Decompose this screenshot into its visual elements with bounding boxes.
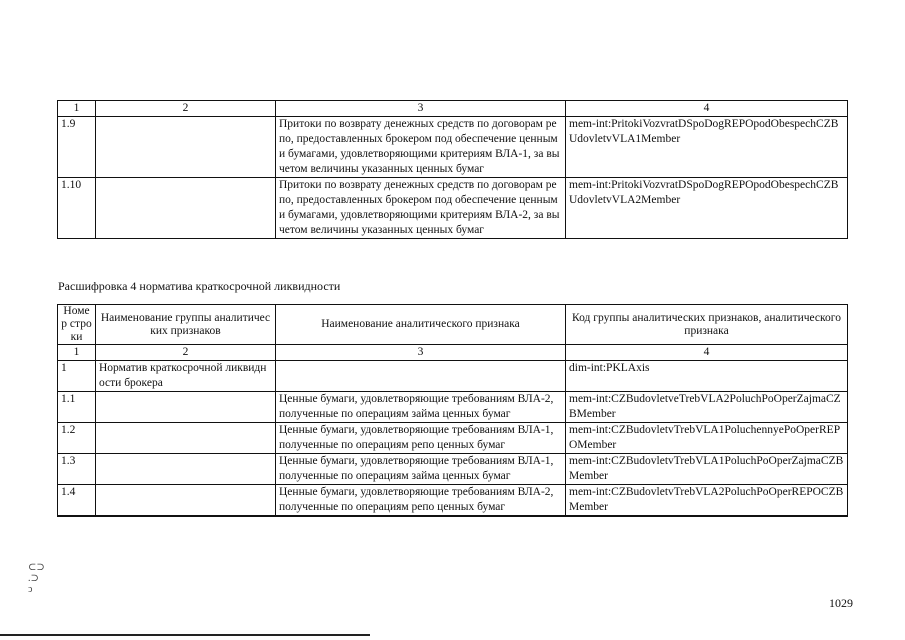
- attribute-name: [276, 361, 566, 392]
- header-group-name: Наименование группы аналитических признаков: [96, 305, 276, 345]
- row-number: 1.1: [58, 392, 96, 423]
- header-row: [58, 305, 848, 345]
- group-name: [96, 178, 276, 239]
- attribute-name: Ценные бумаги, удовлетворяющие требованиям ВЛА-1, полученные по операциям репо ценных бумаг: [276, 423, 566, 454]
- column-number-4: 4: [566, 101, 848, 117]
- column-number-4: 4: [566, 345, 848, 361]
- attribute-code: mem-int:PritokiVozvratDSpoDogREPOpodObespechCZBUdovletvVLA2Member: [566, 178, 848, 239]
- table-caption: Расшифровка 4 норматива краткосрочной ликвидности: [58, 279, 341, 293]
- table-row: [58, 485, 848, 516]
- group-name: [96, 423, 276, 454]
- header-attribute-name: Наименование аналитического признака: [276, 305, 566, 345]
- row-number: [58, 516, 96, 517]
- row-number: 1.4: [58, 485, 96, 516]
- row-number: 1.2: [58, 423, 96, 454]
- attribute-code: mem-int:CZBudovletvTrebVLA1PoluchennyePoOperREPOMember: [566, 423, 848, 454]
- table-row: [58, 423, 848, 454]
- attribute-code: mem-int:CZBudovletveTrebVLA2PoluchPoOperZajmaCZBMember: [566, 392, 848, 423]
- table-row: [58, 117, 848, 178]
- column-number-row: [58, 345, 848, 361]
- table-continuation: [57, 100, 848, 239]
- column-number-2: 2: [96, 345, 276, 361]
- group-name: [96, 117, 276, 178]
- group-name: [96, 516, 276, 517]
- attribute-name: [276, 516, 566, 517]
- attribute-name: Ценные бумаги, удовлетворяющие требованиям ВЛА-2, полученные по операциям репо ценных бумаг: [276, 485, 566, 516]
- column-number-1: 1: [58, 345, 96, 361]
- scan-artifact: ⊂⊃ .⊃ ↄ: [28, 562, 45, 595]
- column-number-3: 3: [276, 345, 566, 361]
- column-number-2: 2: [96, 101, 276, 117]
- page-number: 1029: [829, 596, 853, 610]
- row-number: 1.3: [58, 454, 96, 485]
- group-name: [96, 392, 276, 423]
- table-row: [58, 361, 848, 392]
- table-row: [58, 178, 848, 239]
- attribute-code: mem-int:PritokiVozvratDSpoDogREPOpodObespechCZBUdovletvVLA1Member: [566, 117, 848, 178]
- row-number: 1.10: [58, 178, 96, 239]
- liquidity-breakdown-table: [57, 304, 848, 517]
- table-row: [58, 516, 848, 517]
- group-name: [96, 485, 276, 516]
- group-name: [96, 454, 276, 485]
- column-number-row: [58, 101, 848, 117]
- attribute-name: Ценные бумаги, удовлетворяющие требованиям ВЛА-2, полученные по операциям займа ценных бумаг: [276, 392, 566, 423]
- group-name: Норматив краткосрочной ликвидности брокера: [96, 361, 276, 392]
- attribute-name: Ценные бумаги, удовлетворяющие требованиям ВЛА-1, полученные по операциям займа ценных бумаг: [276, 454, 566, 485]
- bottom-rule: [0, 634, 370, 636]
- header-code: Код группы аналитических признаков, аналитического признака: [566, 305, 848, 345]
- table-row: [58, 392, 848, 423]
- table-row: [58, 454, 848, 485]
- attribute-code: dim-int:PKLAxis: [566, 361, 848, 392]
- attribute-code: [566, 516, 848, 517]
- attribute-code: mem-int:CZBudovletvTrebVLA2PoluchPoOperREPOCZBMember: [566, 485, 848, 516]
- header-row-number: Номер строки: [58, 305, 96, 345]
- attribute-name: Притоки по возврату денежных средств по договорам репо, предоставленных брокером под обеспечение ценными бумагами, удовлетворяющими критериям ВЛА-2, за вычетом величины указанных ценных бумаг: [276, 178, 566, 239]
- attribute-name: Притоки по возврату денежных средств по договорам репо, предоставленных брокером под обеспечение ценными бумагами, удовлетворяющими критериям ВЛА-1, за вычетом величины указанных ценных бумаг: [276, 117, 566, 178]
- row-number: 1.9: [58, 117, 96, 178]
- column-number-3: 3: [276, 101, 566, 117]
- row-number: 1: [58, 361, 96, 392]
- attribute-code: mem-int:CZBudovletvTrebVLA1PoluchPoOperZajmaCZBMember: [566, 454, 848, 485]
- column-number-1: 1: [58, 101, 96, 117]
